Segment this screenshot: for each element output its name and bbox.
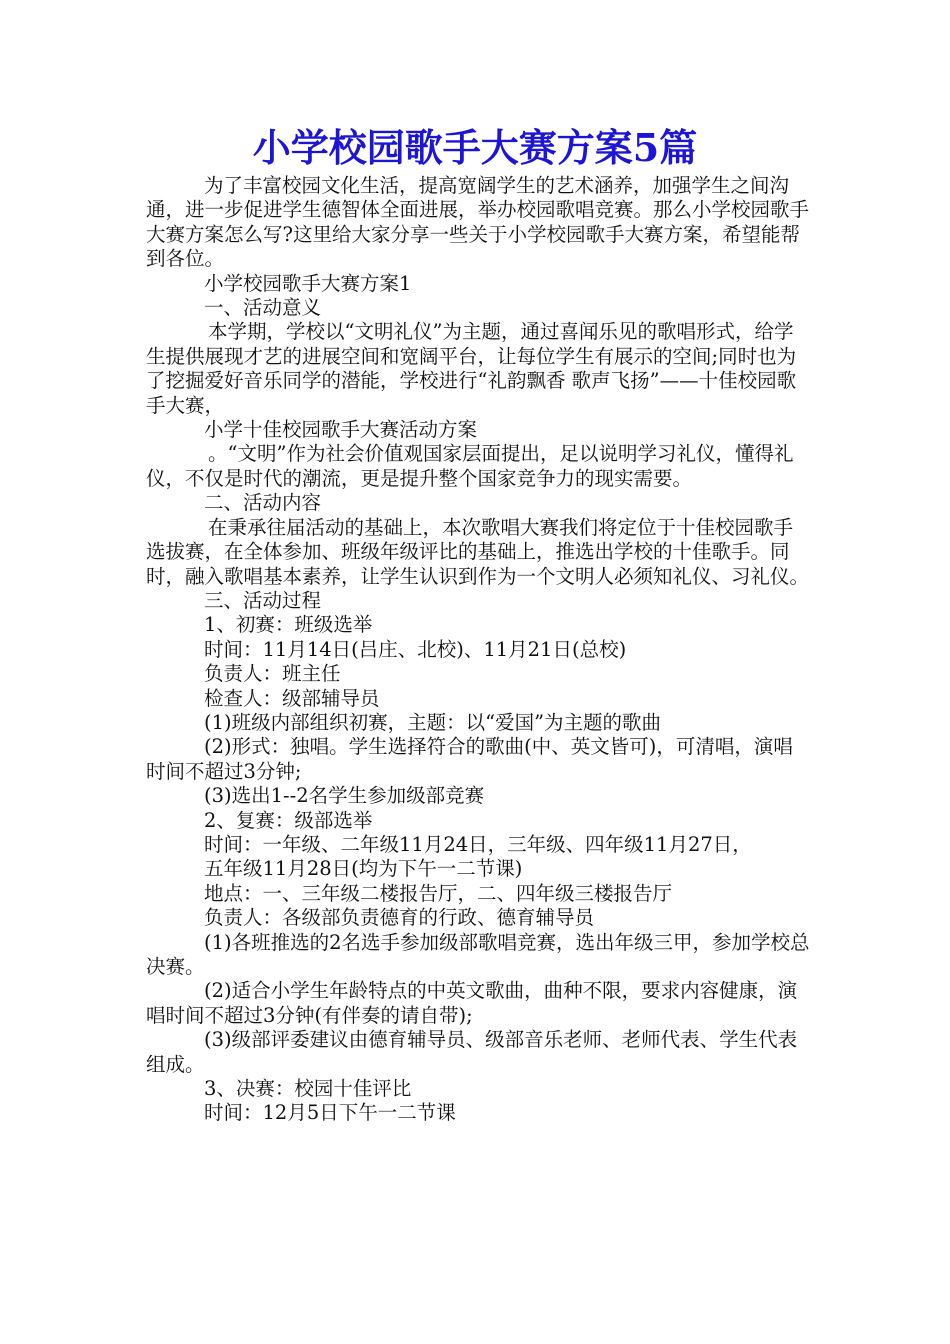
list-item: 时间：12月5日下午一二节课 (204, 1101, 456, 1125)
subsection-heading: 三、活动过程 (204, 588, 322, 612)
subsection-heading: 一、活动意义 (204, 296, 322, 320)
list-item: 五年级11月28日(均为下午一二节课) (204, 857, 523, 881)
list-item: 检查人：级部辅导员 (204, 686, 380, 710)
list-item: 时间：11月14日(吕庄、北校)、11月21日(总校) (204, 637, 627, 661)
list-item: 负责人：各级部负责德育的行政、德育辅导员 (204, 906, 595, 930)
section-heading: 小学校园歌手大赛方案1 (204, 271, 412, 295)
paragraph: 在秉承往届活动的基础上，本次歌唱大赛我们将定位于十佳校园歌手选拔赛，在全体参加、班级年级评比的基础上，推选出学校的十佳歌手。同时，融入歌唱基本素养，让学生认识到作为一个文明人必须知礼仪、习礼仪。 (146, 515, 810, 588)
document-title: 小学校园歌手大赛方案5篇 (252, 125, 698, 170)
document-body (146, 174, 810, 1126)
list-item: (3)选出1--2名学生参加级部竞赛 (204, 784, 485, 808)
list-item: (2)适合小学生年龄特点的中英文歌曲，曲种不限，要求内容健康，演唱时间不超过3分钟(有伴奏的请自带); (146, 979, 798, 1027)
list-item: 地点：一、三年级二楼报告厅，二、四年级三楼报告厅 (204, 881, 673, 905)
paragraph: 小学十佳校园歌手大赛活动方案 (204, 418, 478, 442)
list-item: (1)各班推选的2名选手参加级部歌唱竞赛，选出年级三甲，参加学校总决赛。 (146, 930, 810, 978)
list-item: 时间：一年级、二年级11月24日，三年级、四年级11月27日， (204, 832, 752, 856)
list-item: 1、初赛：班级选举 (204, 613, 373, 637)
list-item: (2)形式：独唱。学生选择符合的歌曲(中、英文皆可)，可清唱，演唱时间不超过3分钟; (146, 735, 793, 783)
subsection-heading: 二、活动内容 (204, 491, 322, 515)
list-item: 3、决赛：校园十佳评比 (204, 1077, 412, 1101)
list-item: (1)班级内部组织初赛，主题：以“爱国”为主题的歌曲 (204, 710, 662, 734)
list-item: 2、复赛：级部选举 (204, 808, 373, 832)
paragraph: 。“文明”作为社会价值观国家层面提出，足以说明学习礼仪，懂得礼仪，不仅是时代的潮流，更是提升整个国家竞争力的现实需要。 (146, 442, 794, 490)
paragraph: 本学期，学校以“文明礼仪”为主题，通过喜闻乐见的歌唱形式，给学生提供展现才艺的进展空间和宽阔平台，让每位学生有展示的空间;同时也为了挖掘爱好音乐同学的潜能，学校进行“礼韵飘香 歌声飞扬”——十佳校园歌手大赛， (146, 320, 797, 417)
intro-paragraph: 为了丰富校园文化生活，提高宽阔学生的艺术涵养，加强学生之间沟通，进一步促进学生德智体全面进展，举办校园歌唱竞赛。那么小学校园歌手大赛方案怎么写?这里给大家分享一些关于小学校园歌手大赛方案，希望能帮到各位。 (146, 174, 810, 271)
list-item: 负责人：班主任 (204, 662, 341, 686)
list-item: (3)级部评委建议由德育辅导员、级部音乐老师、老师代表、学生代表组成。 (146, 1028, 798, 1076)
